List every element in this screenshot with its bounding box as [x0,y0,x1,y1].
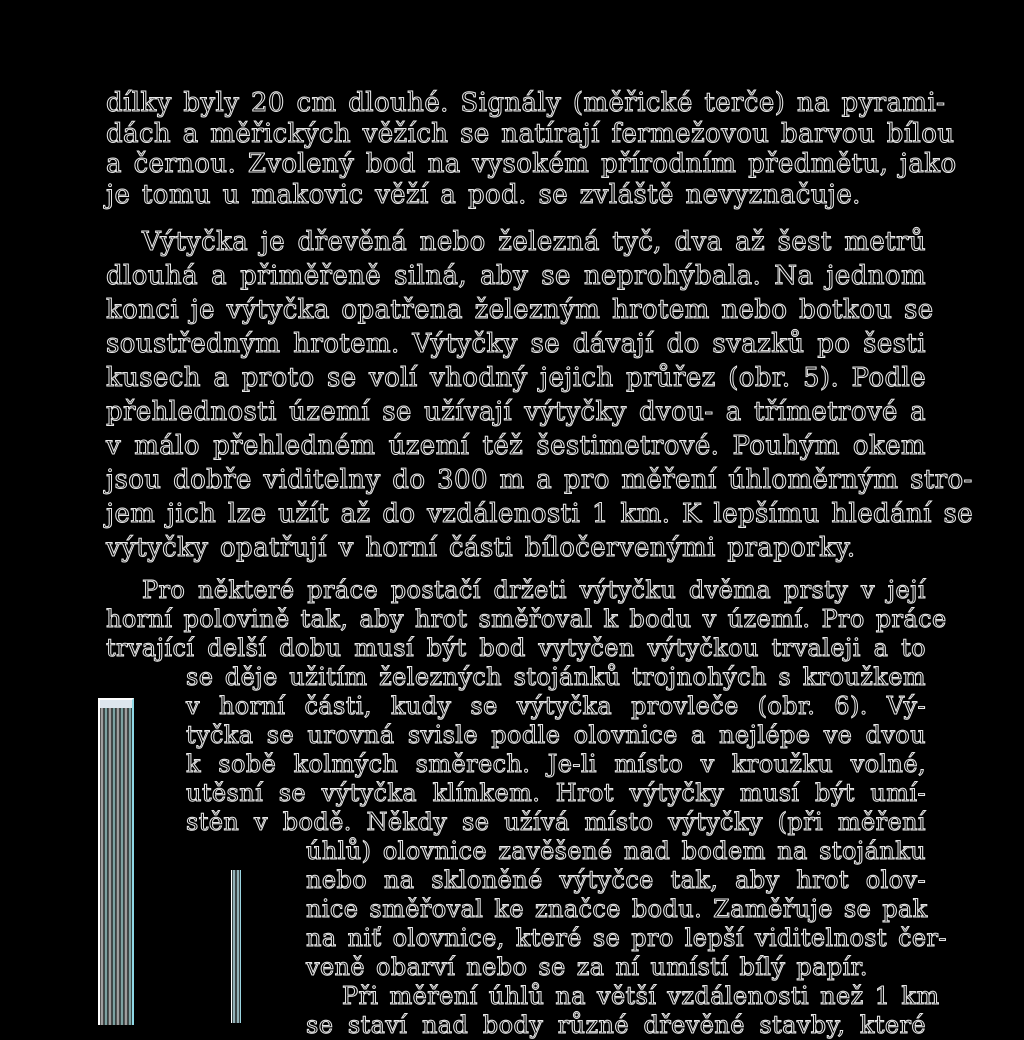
text-line: se staví nad body různé dřevěné stavby, které [306,1011,926,1039]
text-line: soustředným hrotem. Výtyčky se dávají do svazků po šesti [106,329,926,359]
text-line: výtyčky opatřují v horní části bíločervenými praporky. [106,533,856,563]
text-line: v málo přehledném území též šestimetrové. Pouhým okem [106,431,926,461]
text-line: přehlednosti území se užívají výtyčky dvou- a třímetrové a [106,397,926,427]
text-line: horní polovině tak, aby hrot směřoval k bodu v území. Pro práce [106,605,947,633]
text-line: na niť olovnice, které se pro lepší viditelnost čer- [306,924,947,952]
text-line: tyčka se urovná svisle podle olovnice a nejlépe ve dvou [186,721,926,749]
text-line: nice směřoval ke značce bodu. Zaměřuje se pak [306,895,928,923]
text-line: Výtyčka je dřevěná nebo železná tyč, dva až šest metrů [142,227,926,257]
text-line: nebo na skloněné výtyčce tak, aby hrot olov- [306,866,926,894]
ranging-pole-large [98,698,134,1025]
ranging-pole-small [231,870,241,1023]
text-line: konci je výtyčka opatřena železným hrotem nebo botkou se [106,295,934,325]
text-line: dlouhá a přiměřeně silná, aby se neprohýbala. Na jednom [106,261,926,291]
text-line: dílky byly 20 cm dlouhé. Signály (měřické terče) na pyrami- [106,88,946,118]
text-line: Při měření úhlů na větší vzdálenosti než 1 km [342,982,940,1010]
text-line: je tomu u makovic věží a pod. se zvláště nevyznačuje. [106,179,861,210]
text-line: dách a měřických věžích se natírají fermežovou barvou bílou [106,118,955,149]
paragraph-signals [106,88,957,210]
text-line: veně obarví nebo se za ní umístí bílý papír. [306,953,868,981]
paragraph-vytycka [106,225,974,565]
text-line: Pro některé práce postačí držeti výtyčku dvěma prsty v její [142,576,926,604]
text-line: jsou dobře viditelny do 300 m a pro měření úhloměrným stro- [106,465,973,495]
text-line: kusech a proto se volí vhodný jejich průřez (obr. 5). Podle [106,363,926,393]
text-line: stěn v bodě. Někdy se užívá místo výtyčky (při měření [186,808,926,836]
text-line: k sobě kolmých směrech. Je-li místo v kroužku volné, [186,750,926,778]
figure-vytycky [90,690,260,1023]
text-line: a černou. Zvolený bod na vysokém přírodním předmětu, jako [106,149,957,179]
text-line: v horní části, kudy se výtyčka provleče (obr. 6). Vý- [186,692,926,720]
text-line: jem jich lze užít až do vzdálenosti 1 km. K lepšímu hledání se [106,499,974,529]
text-line: úhlů) olovnice zavěšené nad bodem na stojánku [306,837,926,865]
text-line: trvající delší dobu musí být bod vytyčen výtyčkou trvaleji a to [106,634,926,662]
text-line: se děje užitím železných stojánků trojnohých s kroužkem [186,663,926,691]
ranging-pole-cap [100,700,132,708]
text-line: utěsní se výtyčka klínkem. Hrot výtyčky musí být umí- [186,779,926,807]
